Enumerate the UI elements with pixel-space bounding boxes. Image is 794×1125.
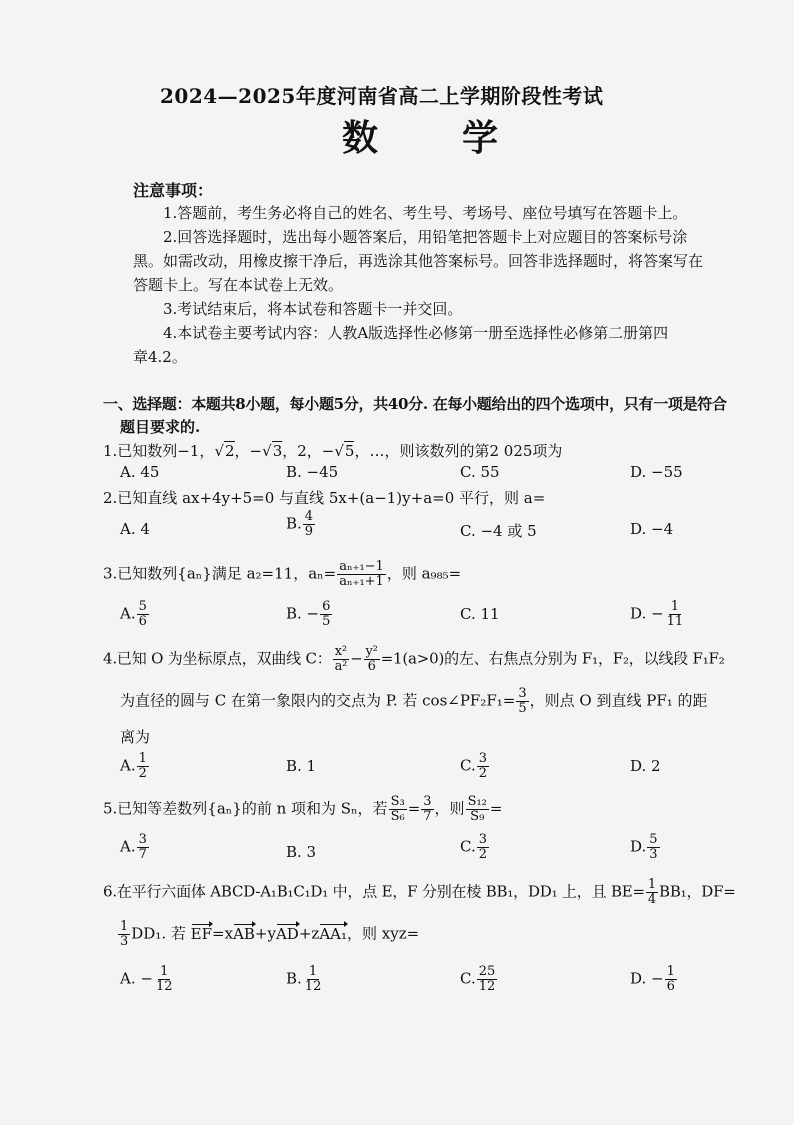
question-4-line2: 为直径的圆与 C 在第一象限内的交点为 P. 若 cos∠PF₂F₁= $\frac{3}{5}$ ，则点 O 到直线 PF₁ 的距 (120, 686, 708, 716)
q1-option-d: D. −55 (630, 463, 683, 481)
q6-option-a: A. − $\frac{1}{12}$ (120, 964, 173, 994)
note-line: 2.回答选择题时，选出每小题答案后，用铅笔把答题卡上对应题目的答案标号涂 (163, 228, 688, 246)
q5-option-b: B. 3 (286, 843, 317, 861)
q6-option-b: B. $\frac{1}{12}$ (286, 964, 322, 994)
q4-option-b: B. 1 (286, 757, 317, 775)
section-heading-cont: 题目要求的. (120, 418, 201, 436)
question-4-line3: 离为 (120, 728, 151, 746)
q5-option-a: A. $\frac{3}{7}$ (120, 832, 147, 862)
q5-option-d: D. $\frac{5}{3}$ (630, 832, 658, 862)
note-line: 答题卡上。写在本试卷上无效。 (133, 276, 344, 294)
notes-heading: 注意事项： (133, 181, 214, 200)
q4-option-d: D. 2 (630, 757, 661, 775)
q3-option-b: B. − $\frac{6}{5}$ (286, 599, 331, 629)
question-1-stem: 1.已知数列−1，√2，−√3，2，−√5，…，则该数列的第2 025项为 (103, 442, 563, 460)
q1-option-a: A. 45 (120, 463, 160, 481)
note-line: 1.答题前，考生务必将自己的姓名、考生号、考场号、座位号填写在答题卡上。 (163, 204, 688, 222)
q2-option-c: C. −4 或 5 (460, 522, 537, 540)
q2-option-b: B. $\frac{4}{9}$ (286, 509, 314, 539)
question-3-stem: 3.已知数列{aₙ}满足 a₂=11，aₙ= $\frac{\text{aₙ₊₁−1}}{\text{aₙ₊₁+1}}$ ，则 a₉₈₅= (103, 559, 462, 589)
note-line: 章4.2。 (133, 348, 187, 366)
subject-title: 数 学 (342, 117, 503, 159)
question-2-stem: 2.已知直线 ax+4y+5=0 与直线 5x+(a−1)y+a=0 平行，则 a= (103, 489, 546, 507)
q5-option-c: C. $\frac{3}{2}$ (460, 832, 487, 862)
question-6-stem: 6.在平行六面体 ABCD-A₁B₁C₁D₁ 中，点 E，F 分别在棱 BB₁，DD₁ 上，且 BE= $\frac{1}{4}$ BB₁，DF= (103, 877, 736, 907)
q4-option-a: A. $\frac{1}{2}$ (120, 751, 147, 781)
q6-option-c: C. $\frac{25}{12}$ (460, 964, 496, 994)
question-5-stem: 5.已知等差数列{aₙ}的前 n 项和为 Sₙ，若 $\frac{\text{S₃}}{\text{S₆}}$ = $\frac{3}{7}$ ，则 $\frac{\text{S₁₂}}{\text{S₉}}$ = (103, 794, 503, 824)
q1-option-c: C. 55 (460, 463, 500, 481)
q3-option-d: D. − $\frac{1}{11}$ (630, 599, 684, 629)
note-line: 3.考试结束后，将本试卷和答题卡一并交回。 (163, 300, 463, 318)
q3-option-a: A. $\frac{5}{6}$ (120, 599, 147, 629)
exam-title: 2024—2025年度河南省高二上学期阶段性考试 (160, 84, 604, 108)
section-heading: 一、选择题：本题共8小题，每小题5分，共40分. 在每小题给出的四个选项中，只有一项是符合 (103, 395, 727, 413)
q3-option-c: C. 11 (460, 605, 500, 623)
q4-option-c: C. $\frac{3}{2}$ (460, 751, 487, 781)
q1-option-b: B. −45 (286, 463, 339, 481)
q6-option-d: D. − $\frac{1}{6}$ (630, 964, 675, 994)
note-line: 黑。如需改动，用橡皮擦干净后，再选涂其他答案标号。回答非选择题时，将答案写在 (133, 252, 704, 270)
note-line: 4.本试卷主要考试内容：人教A版选择性必修第一册至选择性必修第二册第四 (163, 324, 669, 342)
question-4-stem: 4.已知 O 为坐标原点，双曲线 C： $\frac{\text{x²}}{\text{a²}}$ − $\frac{\text{y²}}{6}$ =1(a>0)的左、右焦点分别为 F₁，F₂，以线段 F₁F₂ (103, 644, 725, 674)
q2-option-a: A. 4 (120, 520, 150, 538)
q2-option-d: D. −4 (630, 520, 674, 538)
question-6-line2: $\frac{1}{3}$ DD₁. 若 EF=xAB+yAD+zAA₁，则 xyz= (120, 919, 420, 949)
